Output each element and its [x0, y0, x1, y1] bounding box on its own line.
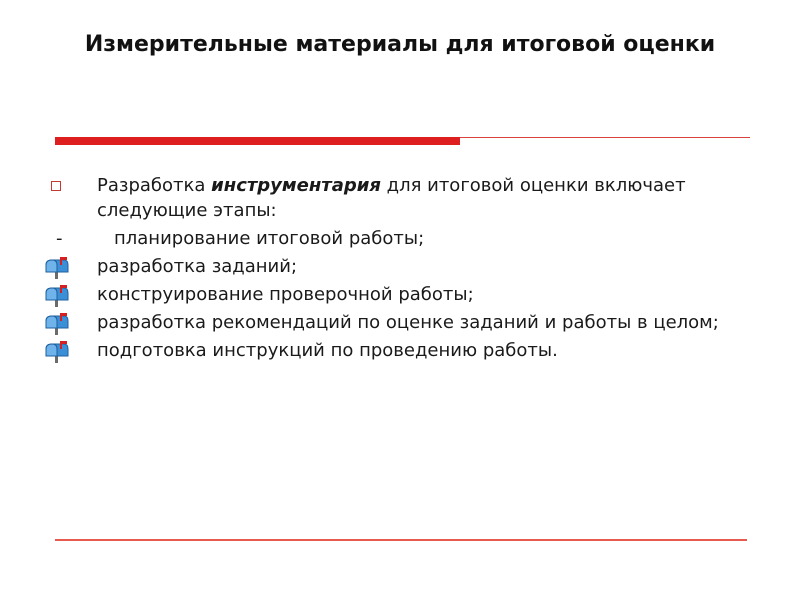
list-item	[40, 254, 740, 279]
mailbox-bullet-icon	[40, 310, 74, 335]
slide-title: Измерительные материалы для итоговой оценки	[84, 32, 716, 57]
list-item	[40, 282, 740, 307]
footer-rule	[55, 539, 747, 541]
intro-text-after: для итоговой оценки включает следующие этапы:	[97, 175, 686, 221]
mailbox-bullet-icon	[40, 254, 74, 279]
list-item	[40, 338, 740, 363]
list-item-text: конструирование проверочной работы;	[97, 284, 474, 305]
intro-text-before: Разработка	[97, 175, 212, 196]
dash-bullet-icon: -	[56, 228, 63, 249]
list-item-dash	[40, 226, 740, 251]
list-item-text: разработка заданий;	[97, 256, 298, 277]
list-item-text: разработка рекомендаций по оценке заданий и работы в целом;	[97, 312, 719, 333]
intro-paragraph	[40, 173, 740, 223]
mailbox-bullet-icon	[40, 338, 74, 363]
list-item-text: подготовка инструкций по проведению работы.	[97, 340, 558, 361]
mailbox-bullet-icon	[40, 282, 74, 307]
title-underline-thick	[55, 137, 460, 145]
list-item	[40, 310, 740, 335]
intro-text-emphasis: инструментария	[211, 175, 381, 196]
square-bullet-icon	[40, 173, 74, 198]
list-item-text: планирование итоговой работы;	[114, 228, 425, 249]
slide-content	[40, 173, 740, 366]
